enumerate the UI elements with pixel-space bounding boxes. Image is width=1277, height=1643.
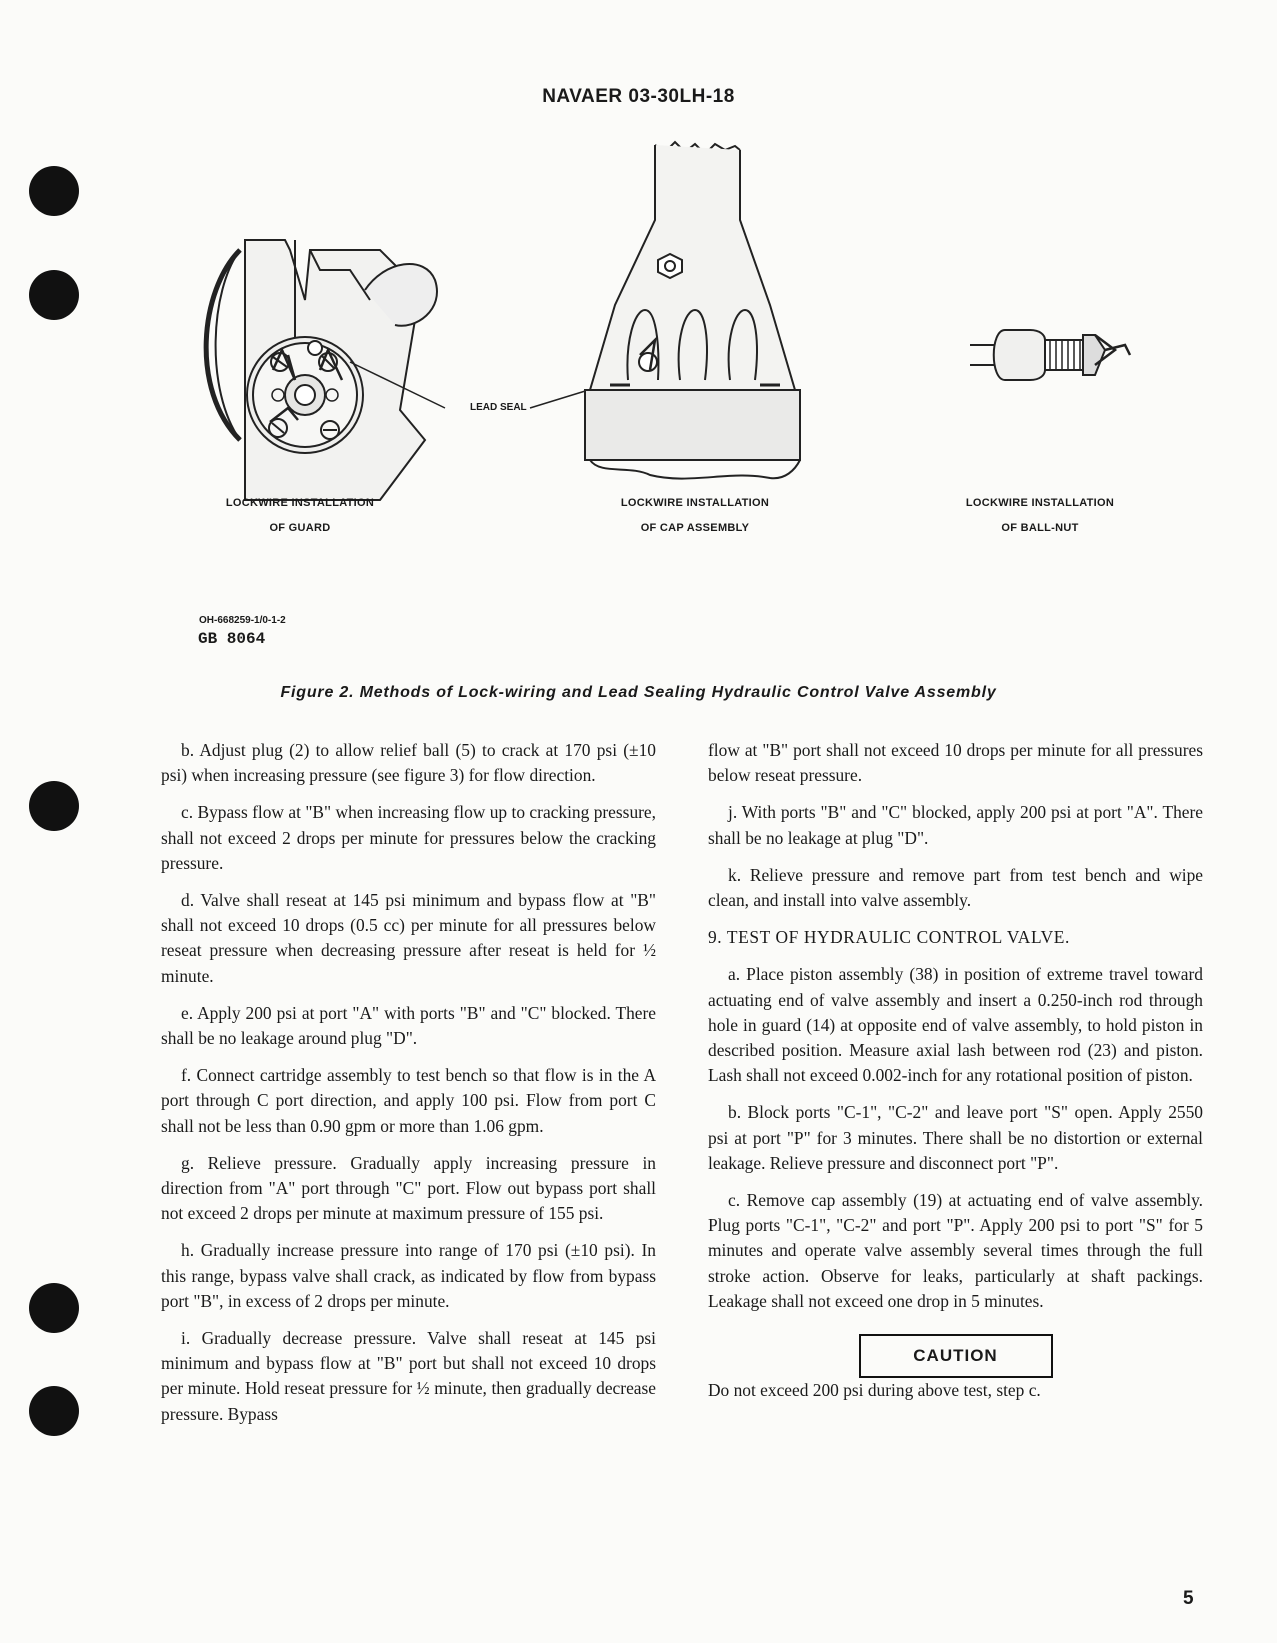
section-heading: 9. TEST OF HYDRAULIC CONTROL VALVE.: [708, 927, 1070, 948]
ball-nut-drawing: [970, 330, 1130, 380]
paragraph-9b: b. Block ports "C-1", "C-2" and leave port "S" open. Apply 2550 psi at port "P" for 3 minutes. There shall be no distortion or external leakage. Relieve pressure and disconnect port "P".: [708, 1102, 1203, 1173]
binder-hole: [29, 1283, 79, 1333]
paragraph-f: f. Connect cartridge assembly to test bench so that flow is in the A port through C port direction, and apply 100 psi. Flow from port C shall not be less than 0.90 gpm or more than 1.06 gpm.: [161, 1065, 656, 1136]
paragraph-9a: a. Place piston assembly (38) in position of extreme travel toward actuating end of valve assembly and insert a 0.250-inch rod through hole in guard (14) at opposite end of valve assembly, to hold piston in described position. Measure axial lash between rod (23) and piston. Lash shall not exceed 0.002-inch for any rotational position of piston.: [708, 964, 1203, 1086]
binder-hole: [29, 270, 79, 320]
figure-illustration: [170, 140, 1180, 580]
document-header: NAVAER 03-30LH-18: [542, 86, 735, 107]
caution-block: [708, 1334, 1203, 1378]
paragraph-c: c. Bypass flow at "B" when increasing flow up to cracking pressure, shall not exceed 2 drops per minute for pressures below the cracking pressure.: [161, 802, 656, 873]
paragraph-d: d. Valve shall reseat at 145 psi minimum and bypass flow at "B" shall not exceed 10 drops (0.5 cc) per minute for all pressures below reseat pressure when decreasing pressure after reseat is held for ½ minute.: [161, 890, 656, 986]
paragraph-continuation: flow at "B" port shall not exceed 10 drops per minute for all pressures below reseat pressure.: [708, 740, 1203, 786]
caution-label: CAUTION: [913, 1346, 998, 1366]
binder-hole: [29, 166, 79, 216]
paragraph-k: k. Relieve pressure and remove part from test bench and wipe clean, and install into valve assembly.: [708, 864, 1203, 911]
guard-drawing: [206, 240, 437, 500]
figure-caption: Figure 2. Methods of Lock-wiring and Lead Sealing Hydraulic Control Valve Assembly: [280, 684, 997, 701]
lead-seal-label: LEAD SEAL: [470, 402, 527, 413]
paragraph-b: b. Adjust plug (2) to allow relief ball (5) to crack at 170 psi (±10 psi) when increasing pressure (see figure 3) for flow direction.: [161, 740, 656, 786]
part-number: OH-668259-1/0-1-2: [199, 615, 286, 626]
figure-label-ball-nut: LOCKWIRE INSTALLATION OF BALL-NUT: [965, 497, 1115, 534]
paragraph-9c: c. Remove cap assembly (19) at actuating end of valve assembly. Plug ports "C-1", "C-2" and port "P". Apply 200 psi to port "S" for 5 minutes and operate valve assembly several times through the full stroke action. Observe for leaks, particularly at shaft packings. Leakage shall not exceed one drop in 5 minutes.: [708, 1190, 1203, 1311]
figure-label-cap-assembly: LOCKWIRE INSTALLATION OF CAP ASSEMBLY: [620, 497, 770, 534]
right-column: [708, 738, 1203, 1415]
left-column: [161, 738, 656, 1439]
caution-note: Do not exceed 200 psi during above test, step c.: [708, 1380, 1041, 1401]
cap-assembly-drawing: [585, 142, 800, 479]
paragraph-g: g. Relieve pressure. Gradually apply increasing pressure in direction from "A" port through "C" port. Flow out bypass port shall not exceed 2 drops per minute at maximum pressure of 155 psi.: [161, 1152, 656, 1224]
caution-box: [859, 1334, 1053, 1378]
paragraph-e: e. Apply 200 psi at port "A" with ports "B" and "C" blocked. There shall be no leakage around plug "D".: [161, 1002, 656, 1049]
paragraph-i: i. Gradually decrease pressure. Valve shall reseat at 145 psi minimum and bypass flow at "B" port but shall not exceed 10 drops per minute. Hold reseat pressure for ½ minute, then gradually decrease pressure. Bypass: [161, 1328, 656, 1424]
binder-hole: [29, 781, 79, 831]
paragraph-j: j. With ports "B" and "C" blocked, apply 200 psi at port "A". There shall be no leakage at plug "D".: [708, 802, 1203, 848]
gb-number: GB 8064: [198, 630, 266, 648]
binder-hole: [29, 1386, 79, 1436]
paragraph-h: h. Gradually increase pressure into range of 170 psi (±10 psi). In this range, bypass valve shall crack, as indicated by flow from bypass port "B", in excess of 2 drops per minute.: [161, 1240, 656, 1311]
figure-label-guard: LOCKWIRE INSTALLATION OF GUARD: [225, 497, 375, 534]
page-number: 5: [1183, 1588, 1194, 1609]
